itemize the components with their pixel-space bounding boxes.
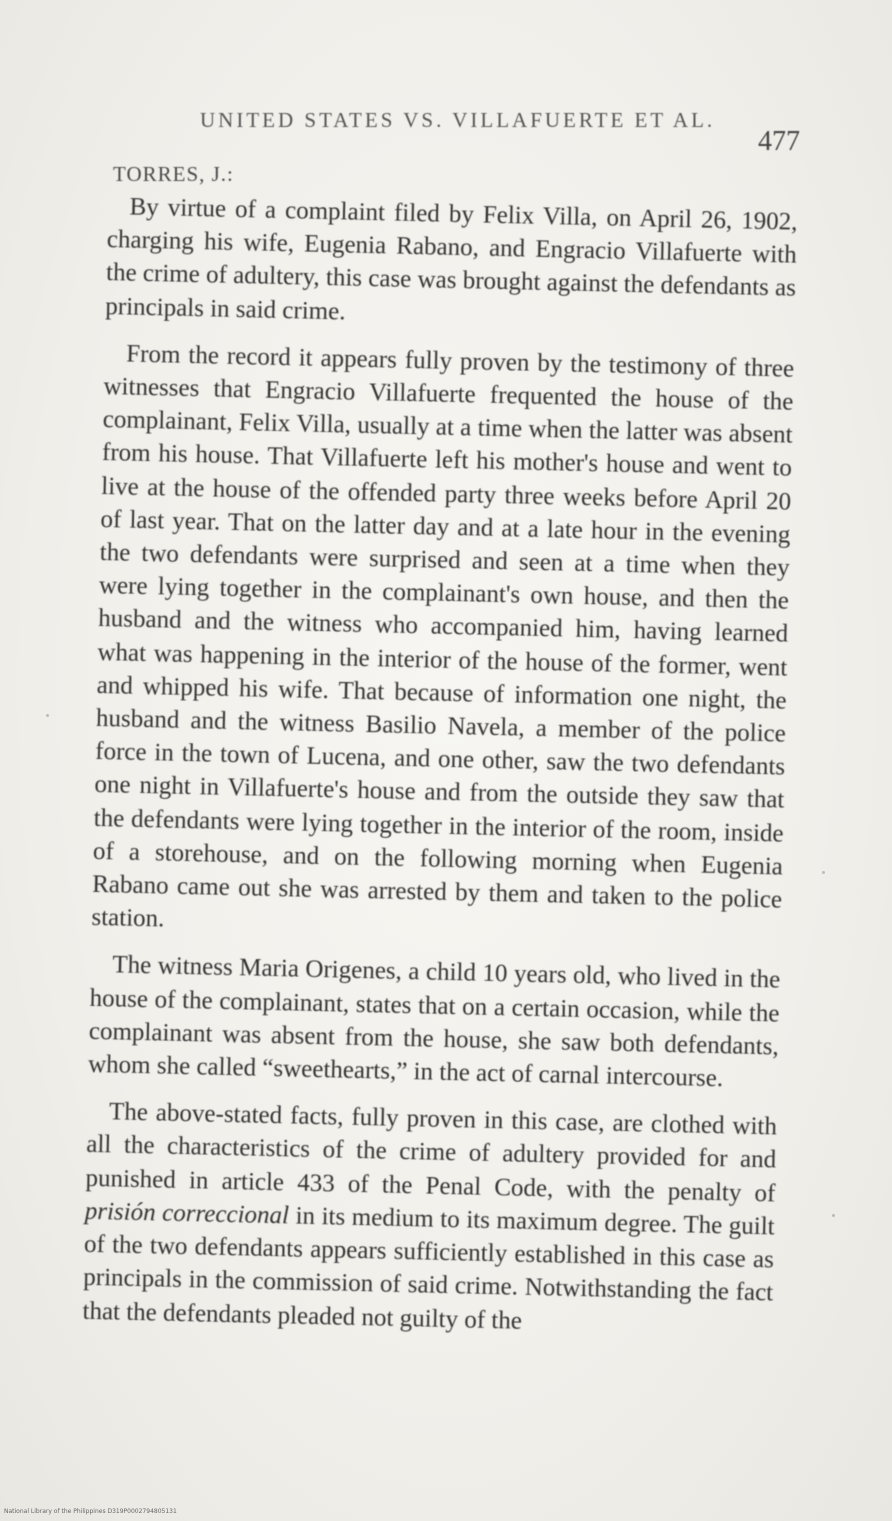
scan-speck <box>46 714 49 717</box>
author-attribution: TORRES, J.: <box>113 162 234 186</box>
scan-speck <box>822 871 825 874</box>
paragraph-4-part-b: in its medium to its maximum degree. The guilt of the two defendants appears sufficiently established in this case as principals in the commission of said crime. Notwithstanding the fact that the defendants pleaded not guilty of the <box>82 1202 775 1335</box>
paragraph-4-part-a: The above-stated facts, fully proven in this case, are clothed with all the characteristics of the crime of adultery provided for and punished in article 433 of the Penal Code, with the penalty of <box>85 1098 778 1208</box>
paragraph-1: By virtue of a complaint filed by Felix Villa, on April 26, 1902, charging his wife, Eugenia Rabano, and Engracio Villafuerte with the crime of adultery, this case was brought against the defendants as principals in said crime. <box>105 193 798 326</box>
paragraph-4 <box>82 1095 777 1343</box>
paragraph-3: The witness Maria Origenes, a child 10 years old, who lived in the house of the complainant, states that on a certain occasion, while the complainant was absent from the house, she saw both defendants, whom she called “sweethearts,” in the act of carnal intercourse. <box>87 951 781 1093</box>
page-number: 477 <box>758 126 800 157</box>
scan-footer-note: National Library of the Philippines D319P0002794805131 <box>4 1508 177 1515</box>
running-head: UNITED STATES VS. VILLAFUERTE ET AL. <box>200 108 716 132</box>
paragraph-4-italic-term: prisión correccional <box>84 1197 290 1230</box>
scan-speck <box>832 1214 835 1217</box>
body-text <box>82 190 798 1357</box>
paragraph-2: From the record it appears fully proven by the testimony of three witnesses that Engracio Villafuerte frequented the house of the complainant, Felix Villa, usually at a time when the latter was absent from his house. That Villafuerte left his mother's house and went to live at the house of the offended party three weeks before April 20 of last year. That on the latter day and at a late hour in the evening the two defendants were surprised and seen at a time when they were lying together in the complainant's own house, and then the husband and the witness who accompanied him, having learned what was happening in the interior of the house of the former, went and whipped his wife. That because of information one night, the husband and the witness Basilio Navela, a member of the police force in the town of Lucena, and one other, saw the two defendants one night in Villafuerte's house and from the outside they saw that the defendants were lying together in the interior of the room, inside of a storehouse, and on the following morning when Eugenia Rabano came out she was arrested by them and taken to the police station. <box>91 340 795 933</box>
